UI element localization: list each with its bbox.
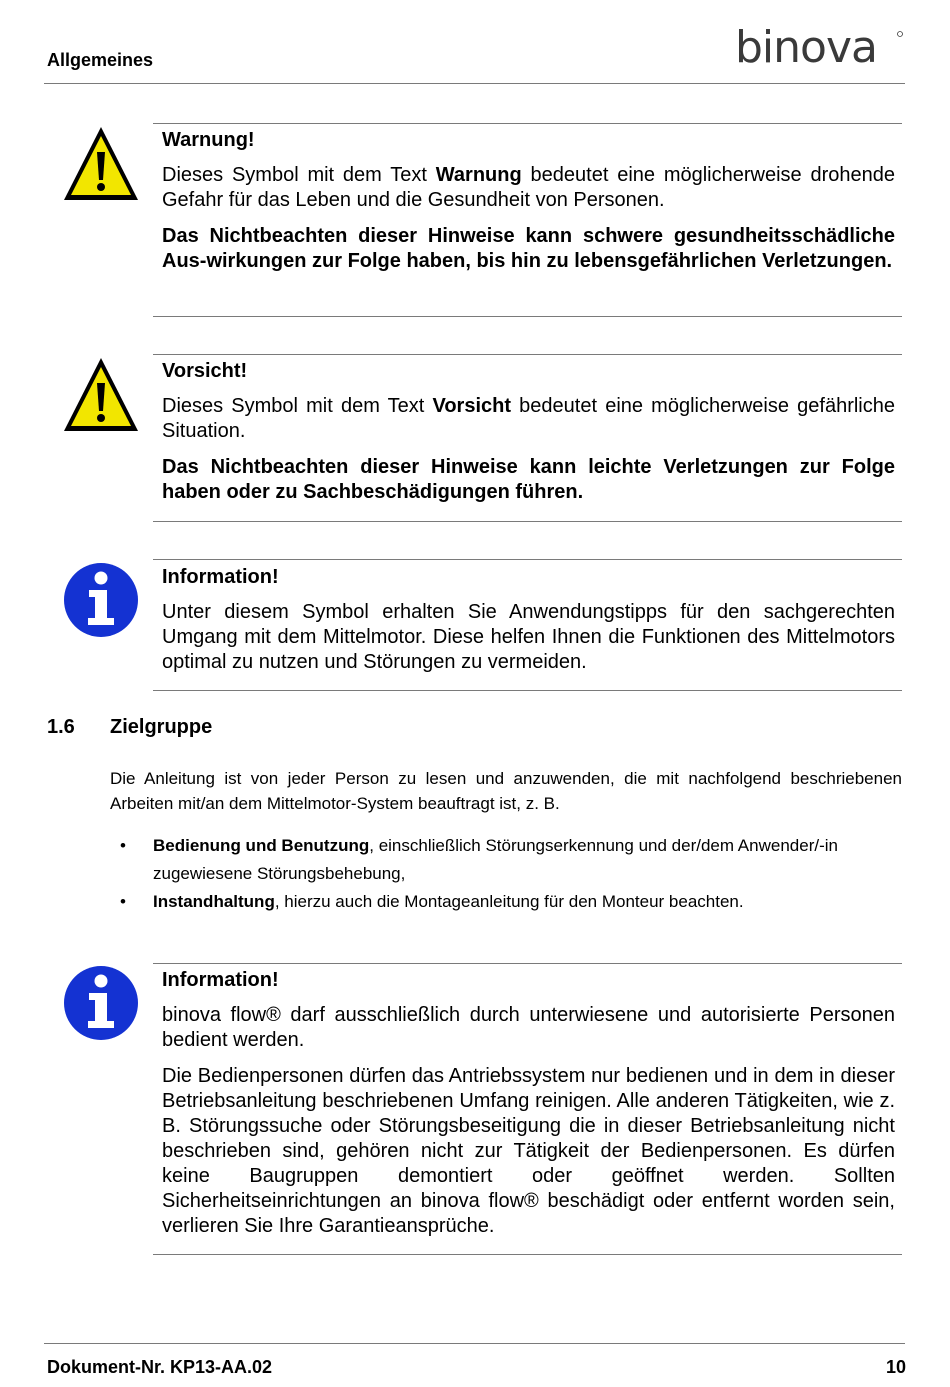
warning-triangle-icon bbox=[62, 124, 140, 202]
header-rule bbox=[44, 83, 905, 84]
document-number: Dokument-Nr. KP13-AA.02 bbox=[47, 1357, 273, 1377]
caution-block-title: Vorsicht! bbox=[162, 360, 248, 382]
bullet-icon: • bbox=[120, 836, 126, 855]
binova-logo bbox=[733, 24, 905, 72]
section-title: Zielgruppe bbox=[110, 716, 213, 738]
bullet-icon: • bbox=[120, 892, 126, 911]
operator-information-text-1: binova flow® darf ausschließlich durch unterwiesene und autorisierte Personen bedient werden. bbox=[162, 1004, 895, 1051]
warning-block-description: Dieses Symbol mit dem Text Warnung bedeutet eine möglicherweise drohende Gefahr für das Leben und die Gesundheit von Personen. bbox=[162, 164, 895, 211]
section-intro: Die Anleitung ist von jeder Person zu lesen und anzuwenden, die mit nachfolgend beschriebenen Arbeiten mit/an dem Mittelmotor-System beauftragt ist, z. B. bbox=[110, 769, 902, 813]
block-rule-top bbox=[153, 354, 902, 355]
caution-block-consequence: Das Nichtbeachten dieser Hinweise kann leichte Verletzungen zur Folge haben oder zu Sachbeschädigungen führen. bbox=[162, 456, 895, 503]
block-rule-bottom bbox=[153, 316, 902, 317]
block-rule-top bbox=[153, 559, 902, 560]
operator-information-title: Information! bbox=[162, 969, 279, 991]
block-rule-top bbox=[153, 123, 902, 124]
information-block-text: Unter diesem Symbol erhalten Sie Anwendungstipps für den sachgerechten Umgang mit dem Mittelmotor. Diese helfen Ihnen die Funktionen des Mittelmotors optimal zu nutzen und Störungen zu vermeiden. bbox=[162, 601, 895, 673]
caution-block-description: Dieses Symbol mit dem Text Vorsicht bedeutet eine möglicherweise gefährliche Situation. bbox=[162, 395, 895, 442]
information-block-title: Information! bbox=[162, 566, 279, 588]
svg-text:binova: binova bbox=[735, 24, 877, 72]
block-rule-bottom bbox=[153, 690, 902, 691]
footer-rule bbox=[44, 1343, 905, 1344]
caution-block bbox=[162, 359, 895, 516]
information-icon bbox=[62, 964, 140, 1042]
block-rule-top bbox=[153, 963, 902, 964]
warning-block-title: Warnung! bbox=[162, 129, 255, 151]
warning-block bbox=[162, 128, 895, 285]
target-group-list bbox=[110, 832, 902, 916]
list-item: • Bedienung und Benutzung, einschließlich Störungserkennung und der/dem Anwender/-in zugewiesene Störungsbehebung, bbox=[110, 832, 902, 888]
block-rule-bottom bbox=[153, 1254, 902, 1255]
header-section-title: Allgemeines bbox=[47, 50, 154, 70]
warning-triangle-icon bbox=[62, 355, 140, 433]
page-number: 10 bbox=[885, 1357, 906, 1377]
operator-information-text-2: Die Bedienpersonen dürfen das Antriebssystem nur bedienen und in dem in dieser Betriebsanleitung beschriebenen Umfang reinigen. Alle anderen Tätigkeiten, wie z. B. Störungssuche oder Störungsbeseitigung die in dieser Betriebsanleitung nicht beschrieben sind, gehören nicht zur Tätigkeit der Bedienpersonen. Es dürfen keine Baugruppen demontiert oder geöffnet werden. Sollten Sicherheitseinrichtungen an binova flow® beschädigt oder entfernt worden sein, verlieren Sie Ihre Garantieansprüche. bbox=[162, 1065, 895, 1237]
information-block bbox=[162, 565, 895, 686]
information-icon bbox=[62, 561, 140, 639]
operator-information-block bbox=[162, 968, 895, 1250]
list-item: • Instandhaltung, hierzu auch die Montageanleitung für den Monteur beachten. bbox=[110, 888, 902, 916]
section-number: 1.6 bbox=[47, 716, 75, 738]
block-rule-bottom bbox=[153, 521, 902, 522]
warning-block-consequence: Das Nichtbeachten dieser Hinweise kann schwere gesundheitsschädliche Aus-wirkungen zur Folge haben, bis hin zu lebensgefährlichen Verletzungen. bbox=[162, 225, 895, 272]
